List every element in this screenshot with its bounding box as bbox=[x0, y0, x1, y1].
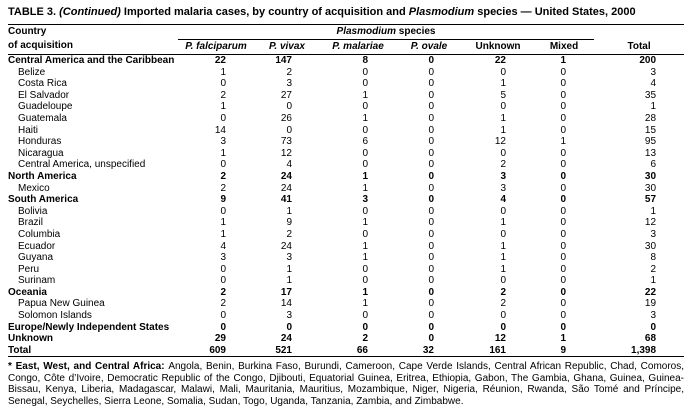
species-group-genus: Plasmodium bbox=[336, 26, 397, 37]
row-value: 3 bbox=[286, 78, 292, 90]
table-row bbox=[8, 78, 684, 90]
row-label: North America bbox=[8, 170, 77, 182]
row-value: 0 bbox=[362, 275, 368, 287]
row-value: 12 bbox=[494, 136, 506, 148]
row-value: 0 bbox=[362, 159, 368, 171]
row-value: 0 bbox=[220, 263, 226, 275]
row-value: 0 bbox=[428, 263, 434, 275]
row-label: Papua New Guinea bbox=[18, 298, 105, 310]
table-row bbox=[8, 229, 684, 241]
row-value: 1 bbox=[220, 66, 226, 78]
row-value: 200 bbox=[639, 55, 657, 66]
row-value: 0 bbox=[220, 112, 226, 124]
row-value: 0 bbox=[428, 124, 434, 136]
row-label: El Salvador bbox=[18, 89, 70, 101]
row-value: 1 bbox=[560, 55, 567, 66]
table-row bbox=[8, 125, 684, 137]
row-value: 1 bbox=[286, 263, 292, 275]
row-value: 1 bbox=[362, 112, 368, 124]
row-label: Unknown bbox=[8, 333, 53, 345]
row-value: 0 bbox=[560, 240, 567, 252]
row-value: 0 bbox=[362, 228, 368, 240]
row-value: 2 bbox=[650, 263, 657, 275]
row-value: 1 bbox=[560, 136, 567, 148]
table-row bbox=[8, 171, 684, 183]
row-value: 19 bbox=[644, 298, 657, 310]
row-label: Peru bbox=[18, 263, 40, 275]
row-value: 0 bbox=[428, 89, 434, 101]
row-value: 3 bbox=[220, 136, 226, 148]
row-value: 1 bbox=[220, 228, 226, 240]
table-title-label: TABLE 3. bbox=[8, 6, 60, 18]
row-value: 0 bbox=[362, 124, 368, 136]
row-value: 0 bbox=[560, 194, 567, 206]
header-group-row bbox=[8, 25, 684, 40]
table-title bbox=[8, 6, 684, 19]
row-label: Ecuador bbox=[18, 240, 56, 252]
row-value: 9 bbox=[560, 344, 567, 356]
row-value: 24 bbox=[280, 182, 292, 194]
row-value: 0 bbox=[500, 205, 506, 217]
row-label: Europe/Newly Independent States bbox=[8, 321, 170, 333]
row-value: 0 bbox=[500, 147, 506, 159]
row-value: 2 bbox=[286, 228, 292, 240]
row-value: 0 bbox=[362, 147, 368, 159]
row-value: 30 bbox=[644, 240, 657, 252]
row-value: 2 bbox=[220, 89, 226, 101]
row-value: 15 bbox=[644, 124, 657, 136]
row-value: 66 bbox=[356, 344, 368, 356]
row-value: 3 bbox=[650, 66, 657, 78]
row-label: Surinam bbox=[18, 275, 56, 287]
row-value: 0 bbox=[428, 321, 434, 333]
row-value: 161 bbox=[489, 344, 506, 356]
row-label: Mexico bbox=[18, 182, 50, 194]
row-value: 3 bbox=[362, 194, 368, 206]
row-value: 1 bbox=[220, 101, 226, 113]
row-value: 0 bbox=[428, 217, 434, 229]
row-value: 0 bbox=[362, 78, 368, 90]
row-value: 0 bbox=[362, 66, 368, 78]
table-row bbox=[8, 333, 684, 345]
row-value: 0 bbox=[560, 170, 567, 182]
species-group-header bbox=[178, 25, 594, 40]
row-value: 4 bbox=[286, 159, 292, 171]
row-value: 9 bbox=[220, 194, 226, 206]
table-row bbox=[8, 159, 684, 171]
row-value: 1 bbox=[362, 89, 368, 101]
row-value: 57 bbox=[644, 194, 657, 206]
row-label: Costa Rica bbox=[18, 78, 67, 90]
row-value: 1 bbox=[362, 182, 368, 194]
row-value: 12 bbox=[280, 147, 292, 159]
row-value: 0 bbox=[500, 66, 506, 78]
country-header-line1: Country bbox=[8, 26, 47, 37]
row-value: 0 bbox=[560, 124, 567, 136]
row-value: 0 bbox=[362, 101, 368, 113]
row-value: 0 bbox=[428, 228, 434, 240]
row-value: 1 bbox=[500, 124, 506, 136]
table-row bbox=[8, 206, 684, 218]
row-label: Oceania bbox=[8, 286, 47, 298]
row-value: 4 bbox=[500, 194, 506, 206]
row-value: 0 bbox=[560, 310, 567, 322]
row-value: 1 bbox=[362, 170, 368, 182]
row-value: 0 bbox=[220, 275, 226, 287]
row-label: Solomon Islands bbox=[18, 310, 92, 322]
footnote-text: Angola, Benin, Burkina Faso, Burundi, Cameroon, Cape Verde Islands, Central African Republic, Chad, Comoros, Congo, Côte d’Ivoire, Democratic Republic of the Congo, Djibouti, Equatorial Guinea, Eritrea, Ethiopia, Gabon, The Gambia, Ghana, Guinea, Guinea-Bissau, Kenya, Liberia, Madagascar, Malawi, Mali, Mauritania, Mauritius, Mozambique, Niger, Nigeria, Réunion, Rwanda, São Tomé and Príncipe, Senegal, Seychelles, Sierra Leone, Somalia, Sudan, Togo, Uganda, Tanzania, Zambia, and Zimbabwe. bbox=[8, 361, 685, 407]
row-value: 0 bbox=[428, 333, 434, 345]
row-value: 3 bbox=[500, 182, 506, 194]
row-value: 0 bbox=[560, 78, 567, 90]
row-value: 1 bbox=[500, 112, 506, 124]
row-value: 0 bbox=[428, 112, 434, 124]
row-value: 0 bbox=[500, 310, 506, 322]
table-row bbox=[8, 67, 684, 79]
row-value: 0 bbox=[286, 124, 292, 136]
row-value: 27 bbox=[280, 89, 292, 101]
row-value: 1 bbox=[286, 205, 292, 217]
row-value: 0 bbox=[220, 78, 226, 90]
row-value: 1,398 bbox=[631, 344, 657, 356]
row-value: 0 bbox=[500, 101, 506, 113]
row-value: 17 bbox=[280, 286, 292, 298]
row-label: Central America and the Caribbean bbox=[8, 55, 175, 66]
row-value: 28 bbox=[644, 112, 657, 124]
row-value: 2 bbox=[220, 170, 226, 182]
row-value: 95 bbox=[644, 136, 657, 148]
row-value: 0 bbox=[220, 205, 226, 217]
table-row bbox=[8, 298, 684, 310]
table-row bbox=[8, 183, 684, 195]
row-value: 12 bbox=[494, 333, 506, 345]
row-value: 3 bbox=[500, 170, 506, 182]
table-row bbox=[8, 90, 684, 102]
row-value: 1 bbox=[220, 147, 226, 159]
row-value: 0 bbox=[560, 263, 567, 275]
row-value: 3 bbox=[286, 252, 292, 264]
table-header bbox=[8, 25, 684, 55]
table-row bbox=[8, 101, 684, 113]
row-value: 0 bbox=[560, 112, 567, 124]
col-header-p-ovale: P. ovale bbox=[410, 41, 448, 52]
row-value: 24 bbox=[280, 333, 292, 345]
row-value: 0 bbox=[428, 275, 434, 287]
table-body bbox=[8, 55, 684, 357]
row-value: 0 bbox=[500, 275, 506, 287]
row-value: 0 bbox=[428, 298, 434, 310]
row-value: 30 bbox=[644, 182, 657, 194]
row-value: 26 bbox=[280, 112, 292, 124]
row-value: 147 bbox=[275, 55, 292, 66]
row-value: 32 bbox=[422, 344, 434, 356]
table-title-suffix: species — United States, 2000 bbox=[474, 6, 636, 18]
table-row bbox=[8, 241, 684, 253]
row-label: Guadeloupe bbox=[18, 101, 73, 113]
row-label: Columbia bbox=[18, 228, 61, 240]
row-value: 22 bbox=[214, 55, 226, 66]
row-label: Bolivia bbox=[18, 205, 48, 217]
total-header-spacer bbox=[594, 25, 684, 40]
row-value: 0 bbox=[428, 252, 434, 264]
row-value: 0 bbox=[362, 263, 368, 275]
row-value: 0 bbox=[560, 228, 567, 240]
table-row bbox=[8, 113, 684, 125]
row-value: 22 bbox=[494, 55, 506, 66]
table-row bbox=[8, 310, 684, 322]
row-value: 8 bbox=[362, 55, 368, 66]
row-value: 0 bbox=[560, 321, 567, 333]
table-row bbox=[8, 148, 684, 160]
col-header-total: Total bbox=[627, 41, 651, 52]
table-row bbox=[8, 275, 684, 287]
row-value: 3 bbox=[220, 252, 226, 264]
row-value: 8 bbox=[650, 252, 657, 264]
row-value: 73 bbox=[280, 136, 292, 148]
row-value: 0 bbox=[362, 321, 368, 333]
row-value: 0 bbox=[220, 310, 226, 322]
row-label: Haiti bbox=[18, 124, 39, 136]
table-row bbox=[8, 264, 684, 276]
col-header-mixed: Mixed bbox=[549, 41, 579, 52]
row-label: South America bbox=[8, 194, 79, 206]
row-value: 6 bbox=[362, 136, 368, 148]
row-value: 0 bbox=[428, 310, 434, 322]
row-value: 68 bbox=[644, 333, 657, 345]
row-value: 0 bbox=[428, 286, 434, 298]
row-value: 1 bbox=[650, 101, 657, 113]
row-value: 6 bbox=[650, 159, 657, 171]
row-value: 1 bbox=[362, 286, 368, 298]
row-value: 2 bbox=[220, 298, 226, 310]
row-value: 0 bbox=[428, 159, 434, 171]
row-value: 24 bbox=[280, 170, 292, 182]
row-value: 3 bbox=[650, 228, 657, 240]
row-value: 1 bbox=[650, 205, 657, 217]
row-value: 1 bbox=[286, 275, 292, 287]
table-row bbox=[8, 217, 684, 229]
species-group-rest: species bbox=[396, 26, 436, 37]
row-label: Nicaragua bbox=[18, 147, 64, 159]
row-value: 1 bbox=[500, 263, 506, 275]
row-value: 3 bbox=[286, 310, 292, 322]
row-value: 0 bbox=[560, 66, 567, 78]
row-value: 0 bbox=[560, 217, 567, 229]
row-value: 0 bbox=[428, 136, 434, 148]
country-header-line2: of acquisition bbox=[8, 40, 73, 51]
row-value: 0 bbox=[428, 147, 434, 159]
row-label: Guyana bbox=[18, 252, 54, 264]
row-value: 0 bbox=[286, 321, 292, 333]
row-value: 29 bbox=[214, 333, 226, 345]
row-value: 30 bbox=[644, 170, 657, 182]
row-value: 1 bbox=[362, 298, 368, 310]
row-value: 2 bbox=[362, 333, 368, 345]
row-value: 1 bbox=[362, 252, 368, 264]
footnote-label: * East, West, and Central Africa: bbox=[8, 361, 169, 373]
footnote bbox=[8, 361, 684, 407]
row-value: 0 bbox=[560, 205, 567, 217]
row-value: 0 bbox=[428, 101, 434, 113]
row-value: 0 bbox=[362, 310, 368, 322]
row-value: 0 bbox=[560, 159, 567, 171]
row-value: 2 bbox=[500, 286, 506, 298]
row-value: 1 bbox=[500, 240, 506, 252]
row-value: 5 bbox=[500, 89, 506, 101]
row-label: Central America, unspecified bbox=[18, 159, 146, 171]
row-value: 0 bbox=[560, 89, 567, 101]
row-value: 14 bbox=[280, 298, 292, 310]
row-value: 0 bbox=[560, 298, 567, 310]
row-label: Guatemala bbox=[18, 112, 67, 124]
row-value: 0 bbox=[428, 55, 434, 66]
row-label: Honduras bbox=[18, 136, 62, 148]
table-title-species-word: Plasmodium bbox=[408, 6, 475, 18]
row-value: 0 bbox=[560, 182, 567, 194]
table-row bbox=[8, 55, 684, 67]
row-value: 0 bbox=[220, 321, 226, 333]
row-value: 0 bbox=[560, 275, 567, 287]
row-value: 0 bbox=[560, 286, 567, 298]
row-value: 1 bbox=[560, 333, 567, 345]
table-row bbox=[8, 322, 684, 334]
table-title-text: Imported malaria cases, by country of acquisition and bbox=[123, 6, 409, 18]
row-value: 609 bbox=[209, 344, 226, 356]
table-row bbox=[8, 194, 684, 206]
row-value: 41 bbox=[280, 194, 292, 206]
row-value: 24 bbox=[280, 240, 292, 252]
row-value: 0 bbox=[428, 78, 434, 90]
table-row bbox=[8, 136, 684, 148]
row-value: 0 bbox=[428, 240, 434, 252]
row-value: 0 bbox=[500, 321, 506, 333]
row-value: 13 bbox=[644, 147, 657, 159]
row-value: 0 bbox=[560, 252, 567, 264]
row-label: Total bbox=[8, 344, 32, 356]
row-value: 1 bbox=[500, 217, 506, 229]
row-value: 22 bbox=[644, 286, 657, 298]
row-value: 35 bbox=[644, 89, 657, 101]
row-value: 0 bbox=[560, 147, 567, 159]
row-value: 0 bbox=[220, 159, 226, 171]
row-value: 4 bbox=[650, 78, 657, 90]
col-header-unknown: Unknown bbox=[475, 41, 521, 52]
row-value: 0 bbox=[362, 205, 368, 217]
row-value: 0 bbox=[428, 170, 434, 182]
row-value: 12 bbox=[644, 217, 657, 229]
row-value: 1 bbox=[500, 78, 506, 90]
row-value: 1 bbox=[362, 217, 368, 229]
table-row bbox=[8, 252, 684, 264]
row-value: 0 bbox=[286, 101, 292, 113]
table-title-continued: (Continued) bbox=[59, 6, 124, 18]
row-value: 1 bbox=[362, 240, 368, 252]
row-value: 3 bbox=[650, 310, 657, 322]
row-value: 0 bbox=[428, 205, 434, 217]
row-value: 14 bbox=[214, 124, 226, 136]
row-value: 521 bbox=[275, 344, 292, 356]
row-value: 0 bbox=[650, 321, 657, 333]
row-value: 4 bbox=[220, 240, 226, 252]
row-value: 2 bbox=[286, 66, 292, 78]
row-value: 2 bbox=[500, 298, 506, 310]
row-value: 1 bbox=[650, 275, 657, 287]
row-value: 2 bbox=[220, 286, 226, 298]
row-value: 2 bbox=[500, 159, 506, 171]
row-label: Belize bbox=[18, 66, 46, 78]
row-value: 0 bbox=[428, 66, 434, 78]
row-value: 0 bbox=[428, 182, 434, 194]
row-label: Brazil bbox=[18, 217, 44, 229]
row-value: 2 bbox=[220, 182, 226, 194]
country-column-header bbox=[8, 25, 178, 55]
col-header-p-falciparum: P. falciparum bbox=[185, 41, 247, 52]
row-value: 1 bbox=[500, 252, 506, 264]
malaria-cases-table bbox=[8, 24, 684, 357]
row-value: 0 bbox=[560, 101, 567, 113]
row-value: 1 bbox=[220, 217, 226, 229]
row-value: 0 bbox=[428, 194, 434, 206]
col-header-p-vivax: P. vivax bbox=[269, 41, 305, 52]
row-value: 9 bbox=[286, 217, 292, 229]
table-row bbox=[8, 345, 684, 357]
table-row bbox=[8, 287, 684, 299]
col-header-p-malariae: P. malariae bbox=[332, 41, 384, 52]
row-value: 0 bbox=[500, 228, 506, 240]
